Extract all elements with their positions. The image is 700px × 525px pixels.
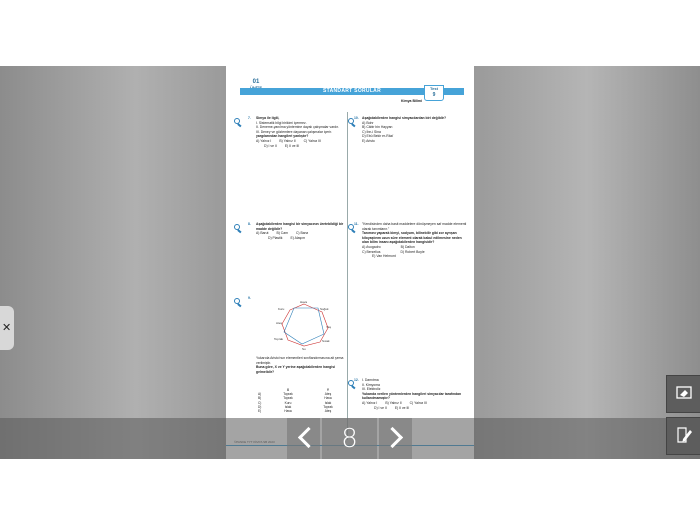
diagram-label: Hava [300,300,308,304]
test-badge [424,85,444,101]
option-d[interactable]: D) Ebû Bekir er-Râzî [362,134,394,139]
option-a[interactable]: A) Yalnız I [256,138,272,143]
question-11 [354,222,467,259]
statement-line: III. Elektroliz [362,387,381,392]
eraser-icon [675,384,693,402]
test-label: Test [430,86,438,91]
option-b[interactable]: B) Yalnız II [279,138,296,143]
statement-line: I. Damıtma [362,378,379,382]
option-e[interactable]: E) II ve III [284,143,300,148]
option-a[interactable]: A) Barut [256,231,269,236]
question-number: 7. [248,116,251,120]
question-stem: Aşağıdakilerden hangisi bir simyacının üretebildiği bir madde değildir? [256,222,344,231]
option-e[interactable]: E) Aristo [362,138,375,143]
subject-title: Kimya Bilimi [401,99,423,103]
key-icon [234,224,241,231]
question-number: 12. [354,378,359,382]
option-d[interactable]: D) I ve II [374,405,387,410]
option-e[interactable]: E) II ve III [394,405,410,410]
table-row[interactable]: E) Hava Ateş [258,409,332,414]
option-c[interactable]: C) Berzelius [362,249,381,254]
left-margin-area [0,66,226,459]
question-number: 10. [354,116,359,120]
page-viewer[interactable] [0,66,700,459]
option-c[interactable]: C) Yalnız III [303,138,322,143]
option-e[interactable]: E) Van Helmont [372,254,396,259]
option-b[interactable]: B) Yalnız II [385,400,402,405]
option-d[interactable]: D) I ve II [264,143,277,148]
option-d[interactable]: D) Plastik [268,235,283,240]
question-number: 11. [354,222,359,226]
table-row[interactable]: C) Kuru Islak [258,400,332,405]
key-icon [234,298,241,305]
question-10 [354,116,467,144]
option-a[interactable]: A) Bohr [362,120,374,125]
pen-icon [675,426,693,444]
left-panel-toggle[interactable] [0,306,14,350]
table-row[interactable]: D) Islak Toprak [258,404,333,409]
diagram-label: Su [302,347,306,350]
diagram-label: Sıcak [322,339,330,343]
option-c[interactable]: C) Banz [295,231,309,236]
question-7 [248,116,344,148]
question-stem: Simya ile ilgili, [256,116,280,120]
statement-line: II. Deneme-yanılma yöntemine dayalı çalışmalar vardır. [256,125,339,130]
question-stem: Aşağıdakilerden hangisi simyacılardan biri değildir? [362,116,447,120]
next-page-button[interactable] [379,418,412,459]
option-c[interactable]: C) İbn-i Sina [362,129,381,134]
statement-line: I. Sistematik bilgi birikimi içermez. [256,120,307,125]
diagram-label: Toprak [274,337,284,341]
question-12 [354,378,467,410]
page-number-display[interactable] [322,418,377,459]
book-page[interactable] [226,66,474,459]
question-stem: Tanımını yaparak kimyi, sodyum, bilinebilir gibi zor ayrışan kiloyaştırım uzun süre element olarak kabul edilmesine neden olan bilim insanı aşağıdakilerden hangisidir? [362,231,462,245]
option-a[interactable]: A) Avogadro [362,244,381,249]
unit-number: 01 [252,79,260,85]
question-number: 8. [248,222,251,226]
close-x-icon: ✕ [2,321,12,334]
table-header-x: X [286,388,290,392]
section-title: STANDART SORULAR [322,88,382,94]
option-e[interactable]: E) Alaşım [290,235,306,240]
question-intro: "Kendisinden daha basit maddelere dönüşmeyen saf madde elementi olarak tanımlanır." [362,222,467,231]
chevron-left-icon [298,427,319,448]
question-9-text [256,356,344,374]
statement-line: II. Kimyoma [362,382,380,387]
option-a[interactable]: A) Yalnız I [362,400,378,405]
option-b[interactable]: B) Cam [276,231,288,236]
question-description: Yukarıda Aristo'nun elementleri sınıflandırmasına ait şema verilmiştir. [256,356,344,365]
answer-table [258,388,348,413]
element-diagram [274,298,334,350]
question-prompt: Yukarıda verilen yöntemlerden hangileri simyacılar tarafından kullanılmamıştır? [362,391,462,401]
option-b[interactable]: B) Câbir bin Hayyan [362,125,393,130]
page-number: 8 [341,424,358,454]
option-c[interactable]: C) Yalnız III [409,400,428,405]
diagram-label: Ateş [276,321,283,325]
edit-tool-button[interactable] [666,417,700,455]
option-b[interactable]: B) Dalton [400,244,415,249]
key-icon [234,118,241,125]
chevron-right-icon [382,427,403,448]
table-header-y: Y [326,388,330,392]
diagram-label: Soğuk [320,307,329,311]
previous-page-button[interactable] [287,418,320,459]
eraser-tool-button[interactable] [666,375,700,413]
question-prompt: Buna göre, X ve Y yerine aşağıdakilerden hangisi gelmelidir? [256,365,336,374]
diagram-label: Yaş [326,325,331,329]
table-row[interactable]: A) Toprak Ateş [258,392,332,397]
question-8 [248,222,344,240]
table-row[interactable]: B) Toprak Hava [258,396,332,401]
statement-line: III. Deney ve gözlemlere dayanan çalışmalar içerir. [256,129,332,134]
question-prompt: yargılarından hangileri yanlıştır? [256,134,309,139]
diagram-label: Kuru [278,307,285,311]
option-d[interactable]: D) Robert Boyle [400,249,425,254]
test-number: 9 [432,92,436,98]
question-number: 9. [248,296,251,300]
